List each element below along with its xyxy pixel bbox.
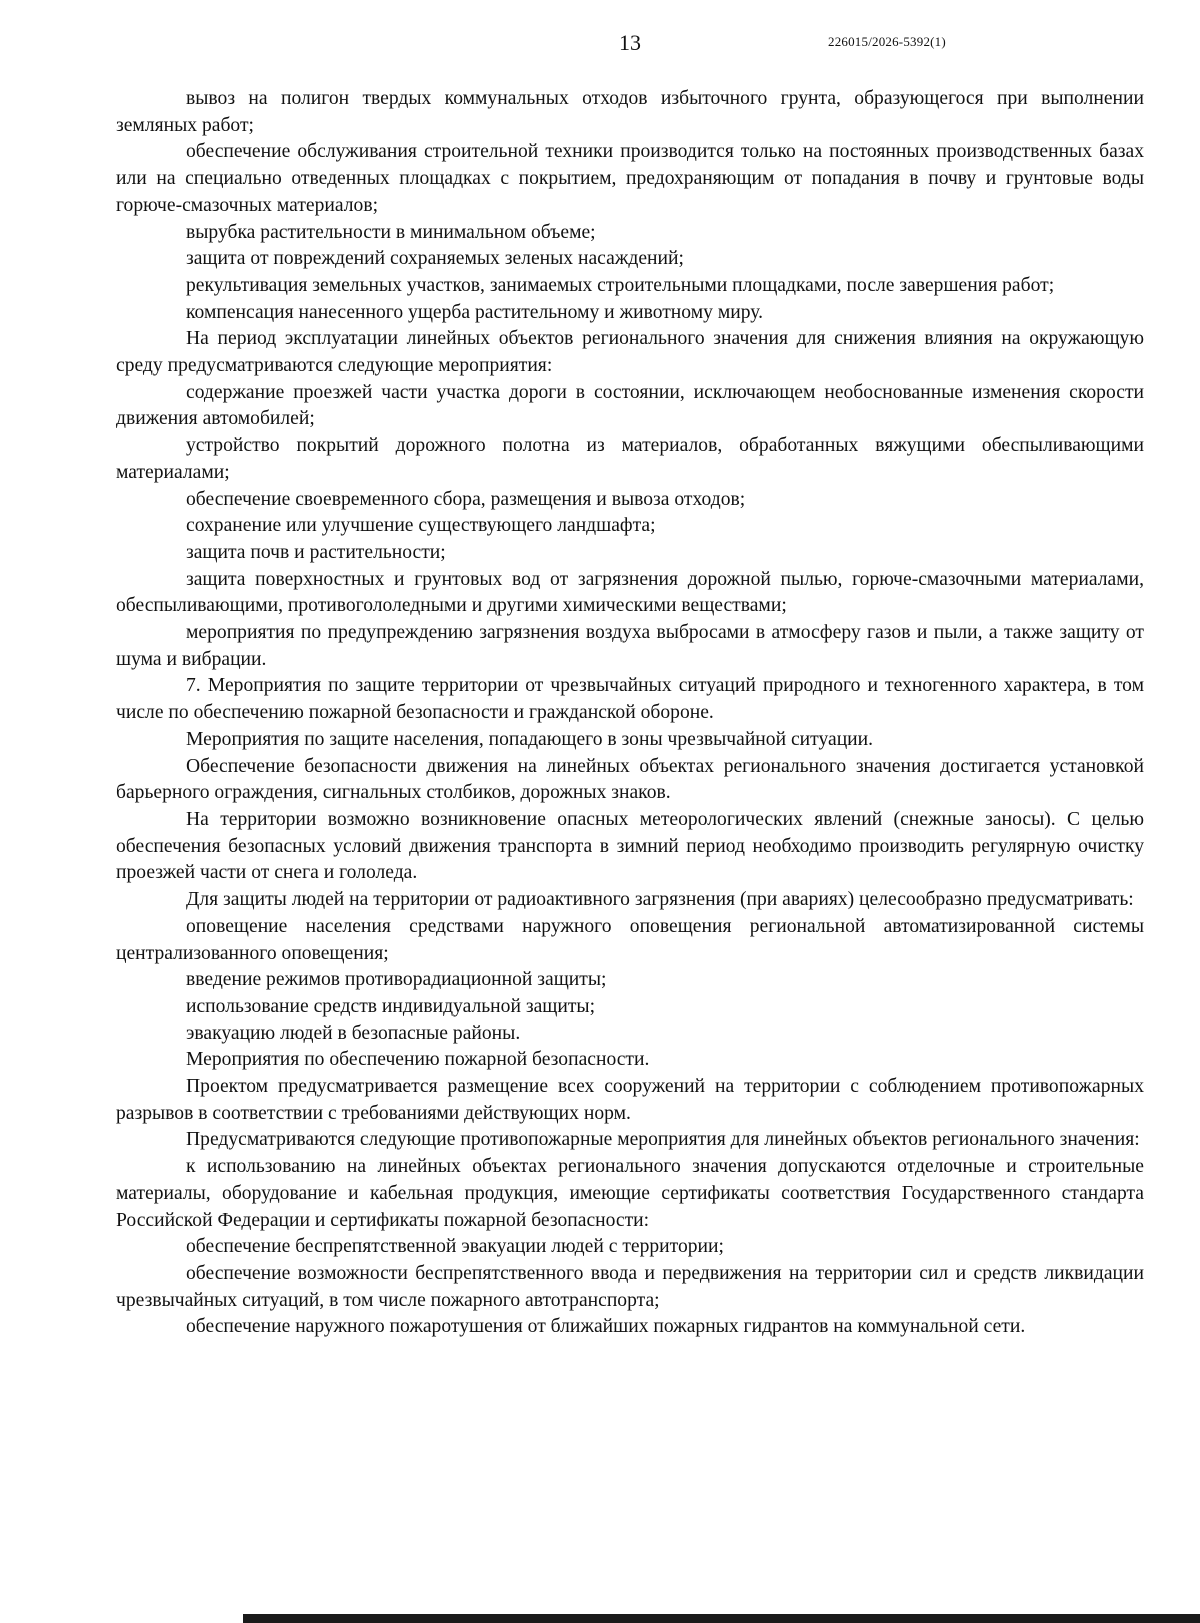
paragraph: Мероприятия по обеспечению пожарной безопасности. bbox=[186, 1049, 650, 1071]
paragraph: На период эксплуатации линейных объектов регионального значения для снижения влияния на окружающую среду предусматриваются следующие мероприятия: bbox=[116, 328, 1144, 377]
paragraph: эвакуацию людей в безопасные районы. bbox=[186, 1022, 521, 1044]
paragraph: защита поверхностных и грунтовых вод от загрязнения дорожной пылью, горюче-смазочными материалами, обеспыливающими, противогололедными и другими химическими веществами; bbox=[116, 568, 1144, 617]
paragraph: использование средств индивидуальной защиты; bbox=[186, 995, 596, 1017]
paragraph: введение режимов противорадиационной защиты; bbox=[186, 969, 607, 991]
paragraph: мероприятия по предупреждению загрязнения воздуха выбросами в атмосферу газов и пыли, а также защиту от шума и вибрации. bbox=[116, 622, 1144, 670]
paragraph: оповещение населения средствами наружного оповещения региональной автоматизированной системы централизованного оповещения; bbox=[116, 915, 1144, 964]
paragraph: защита почв и растительности; bbox=[186, 541, 446, 563]
paragraph: вывоз на полигон твердых коммунальных отходов избыточного грунта, образующегося при выполнении земляных работ; bbox=[116, 88, 1144, 136]
paragraph: обеспечение обслуживания строительной техники производится только на постоянных производственных базах или на специально отведенных площадках с покрытием, предохраняющим от попадания в почву и грунтовые воды горюче-смазочных материалов; bbox=[116, 141, 1144, 216]
paragraph: компенсация нанесенного ущерба растительному и животному миру. bbox=[186, 301, 763, 323]
paragraph: защита от повреждений сохраняемых зеленых насаждений; bbox=[186, 248, 684, 270]
paragraph: устройство покрытий дорожного полотна из материалов, обработанных вяжущими обеспыливающими материалами; bbox=[116, 435, 1144, 483]
document-body bbox=[116, 86, 1144, 1341]
paragraph: Предусматриваются следующие противопожарные мероприятия для линейных объектов регионального значения: bbox=[186, 1129, 1140, 1151]
paragraph: обеспечение наружного пожаротушения от ближайших пожарных гидрантов на коммунальной сети. bbox=[186, 1316, 1026, 1338]
paragraph: обеспечение своевременного сбора, размещения и вывоза отходов; bbox=[186, 488, 746, 510]
paragraph: содержание проезжей части участка дороги в состоянии, исключающем необоснованные изменения скорости движения автомобилей; bbox=[116, 381, 1144, 430]
paragraph: обеспечение возможности беспрепятственного ввода и передвижения на территории сил и средств ликвидации чрезвычайных ситуаций, в том числе пожарного автотранспорта; bbox=[116, 1262, 1144, 1311]
paragraph: На территории возможно возникновение опасных метеорологических явлений (снежные заносы). С целью обеспечения безопасных условий движения транспорта в зимний период необходимо производить регулярную очистку проезжей части от снега и гололеда. bbox=[116, 808, 1144, 884]
paragraph: Для защиты людей на территории от радиоактивного загрязнения (при авариях) целесообразно предусматривать: bbox=[186, 889, 1134, 911]
document-number: 226015/2026-5392(1) bbox=[828, 34, 946, 49]
paragraph: рекультивация земельных участков, занимаемых строительными площадками, после завершения работ; bbox=[186, 274, 1055, 296]
paragraph: сохранение или улучшение существующего ландшафта; bbox=[186, 515, 656, 537]
paragraph: Обеспечение безопасности движения на линейных объектах регионального значения достигается установкой барьерного ограждения, сигнальных столбиков, дорожных знаков. bbox=[116, 755, 1144, 804]
paragraph: Проектом предусматривается размещение всех сооружений на территории с соблюдением противопожарных разрывов в соответствии с требованиями действующих норм. bbox=[116, 1076, 1144, 1124]
section-heading: 7. Мероприятия по защите территории от чрезвычайных ситуаций природного и техногенного характера, в том числе по обеспечению пожарной безопасности и гражданской обороне. bbox=[116, 675, 1144, 724]
paragraph: к использованию на линейных объектах регионального значения допускаются отделочные и строительные материалы, оборудование и кабельная продукция, имеющие сертификаты соответствия Государственного стандарта Российской Федерации и сертификаты пожарной безопасности: bbox=[116, 1156, 1144, 1231]
paragraph: обеспечение беспрепятственной эвакуации людей с территории; bbox=[186, 1236, 724, 1258]
paragraph: вырубка растительности в минимальном объеме; bbox=[186, 221, 596, 243]
page-number: 13 bbox=[619, 30, 641, 55]
paragraph: Мероприятия по защите населения, попадающего в зоны чрезвычайной ситуации. bbox=[186, 728, 874, 750]
scan-edge-bar bbox=[243, 1614, 1200, 1623]
